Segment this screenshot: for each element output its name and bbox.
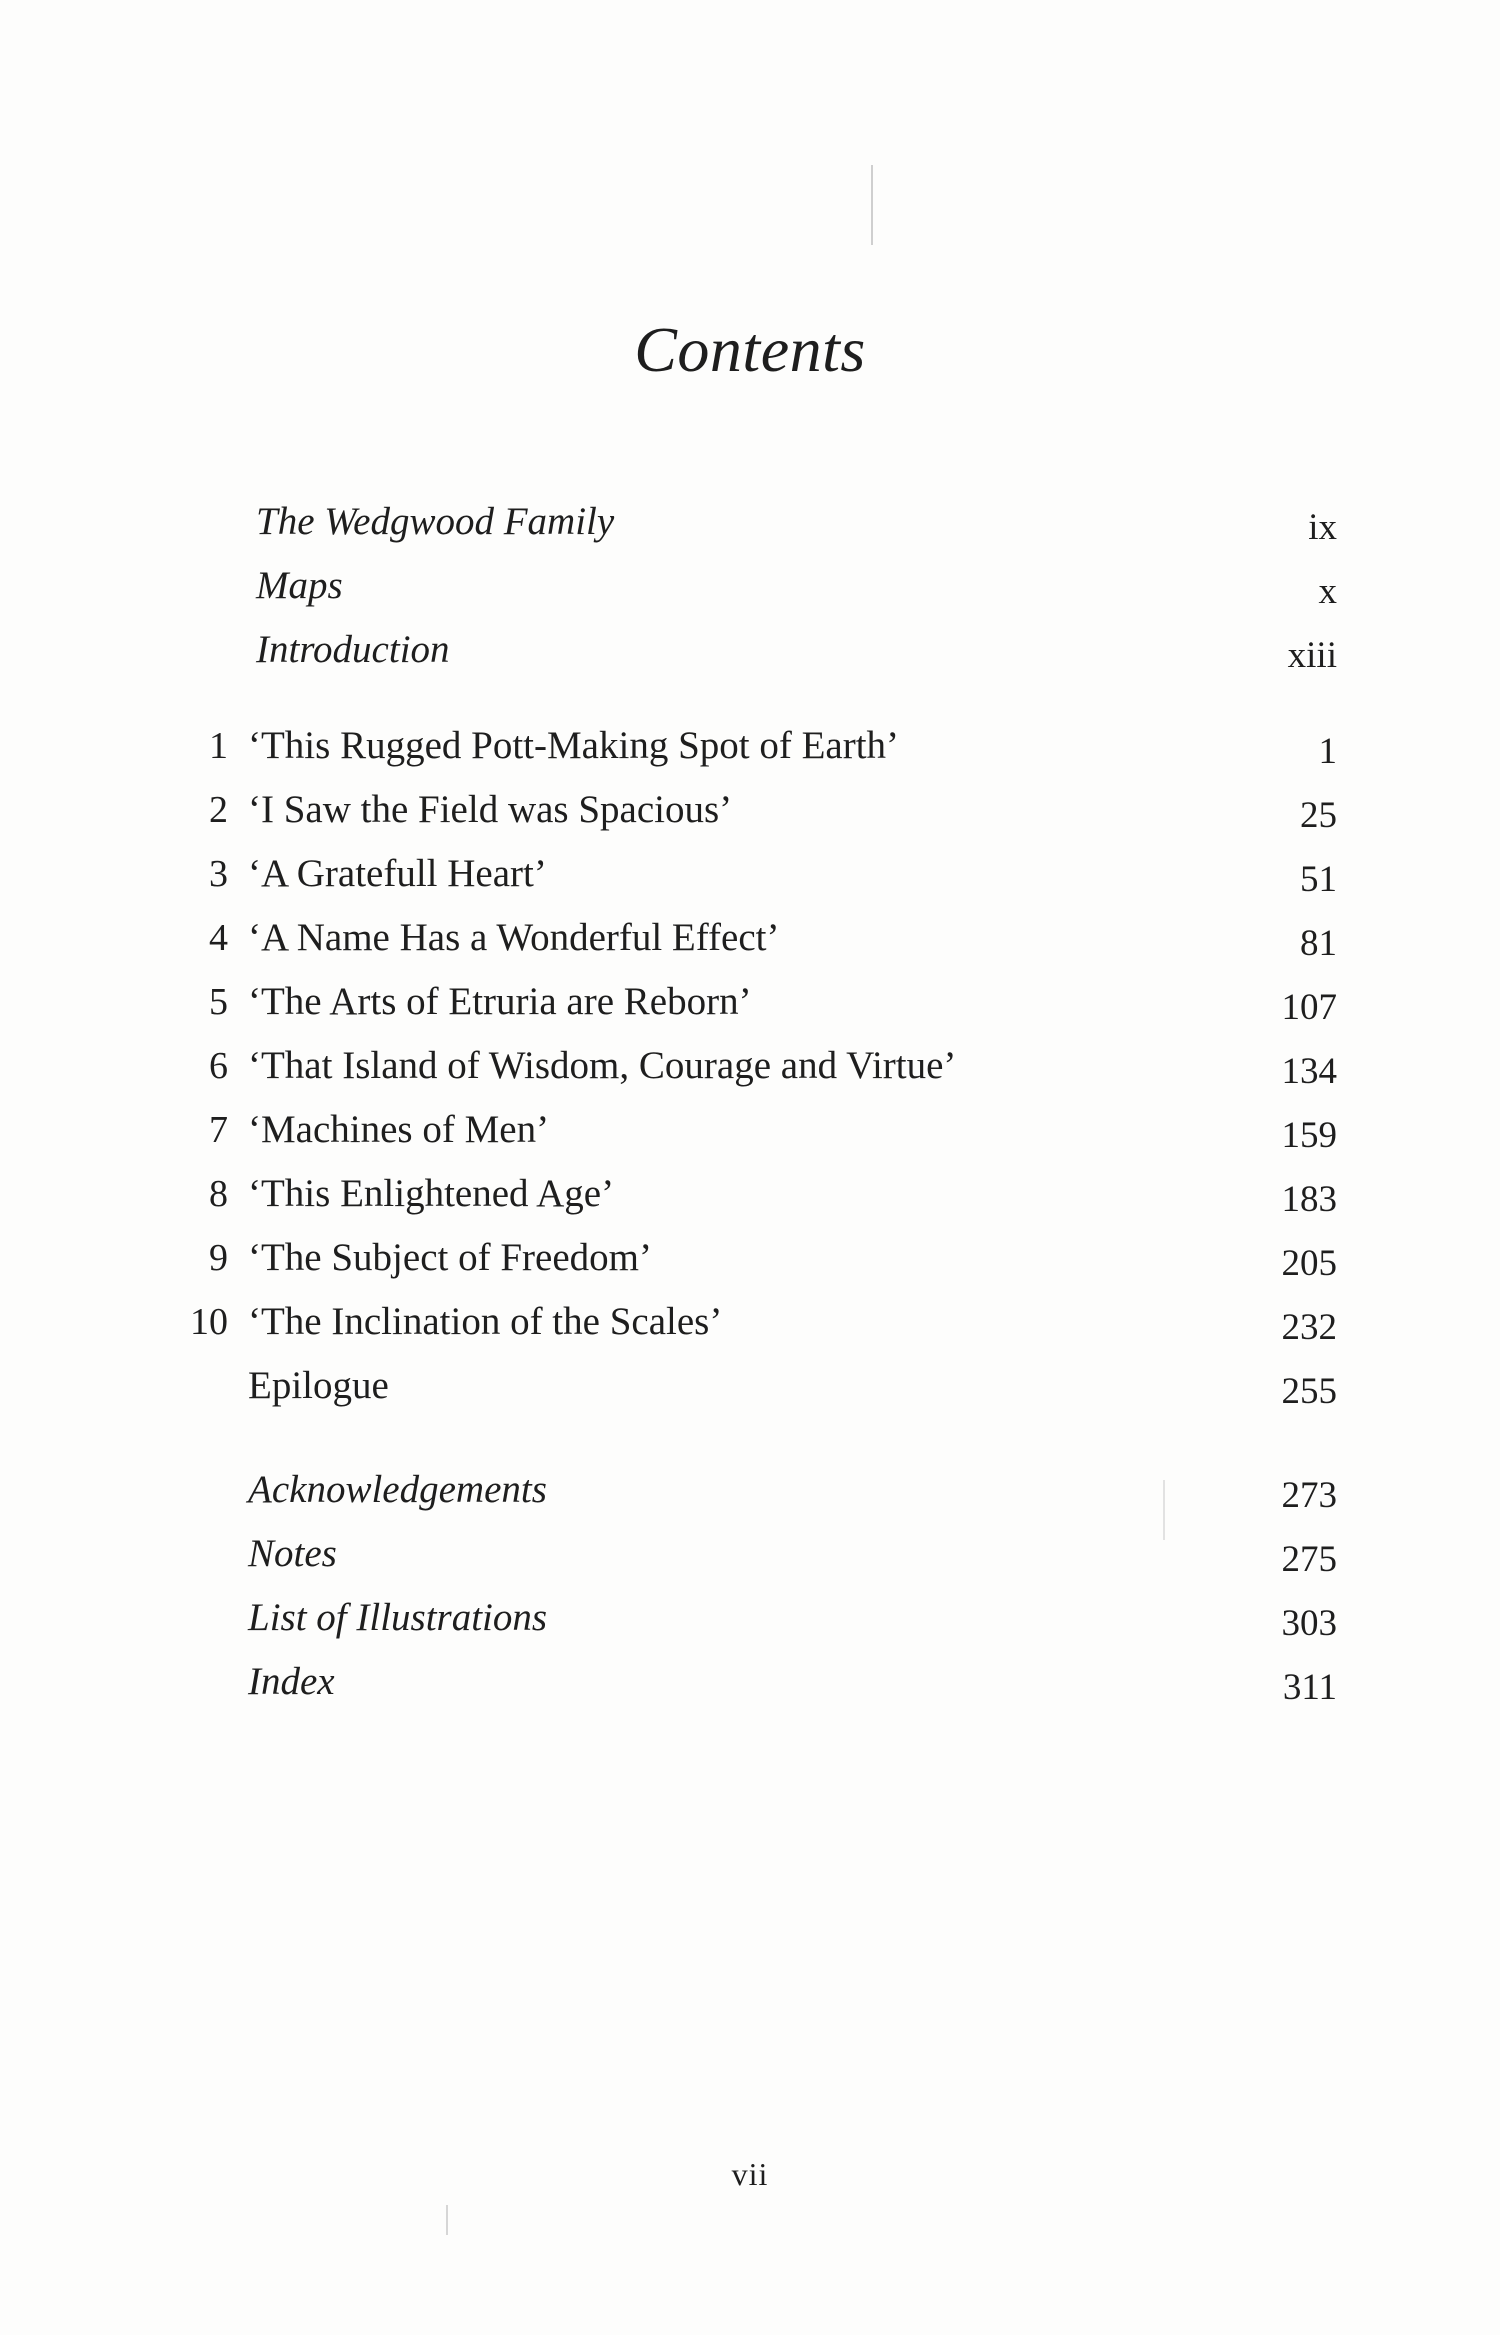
- toc-entry-chapter-10[interactable]: [0, 1292, 1500, 1352]
- chapter-number: 8: [209, 1173, 228, 1215]
- toc-entry-maps[interactable]: [0, 556, 1500, 616]
- toc-page-number: 232: [1281, 1307, 1337, 1348]
- toc-entry-chapter-8[interactable]: [0, 1164, 1500, 1224]
- toc-page-number: 273: [1281, 1475, 1337, 1516]
- toc-entry-index[interactable]: [0, 1652, 1500, 1712]
- toc-entry-label: Maps: [256, 564, 343, 607]
- toc-page-number: 81: [1300, 923, 1337, 964]
- toc-page-number: x: [1318, 571, 1337, 612]
- toc-entry-chapter-3[interactable]: [0, 844, 1500, 904]
- toc-entry-label: ‘This Enlightened Age’: [248, 1172, 615, 1215]
- page-folio: vii: [731, 2156, 769, 2192]
- toc-entry-label: Introduction: [256, 628, 450, 671]
- toc-page-number: 303: [1281, 1603, 1337, 1644]
- toc-page-number: ix: [1308, 507, 1337, 548]
- chapter-number: 4: [209, 917, 228, 959]
- page-title: Contents: [634, 314, 866, 385]
- toc-page-number: 25: [1300, 795, 1337, 836]
- toc-entry-label: ‘I Saw the Field was Spacious’: [248, 788, 733, 831]
- toc-entry-notes[interactable]: [0, 1524, 1500, 1584]
- chapter-number: 1: [209, 725, 228, 767]
- toc-page-number: 159: [1281, 1115, 1337, 1156]
- toc-entry-introduction[interactable]: [0, 620, 1500, 680]
- toc-page-number: xiii: [1287, 635, 1337, 676]
- toc-page-number: 107: [1281, 987, 1337, 1028]
- chapter-number: 5: [209, 981, 228, 1023]
- toc-page-number: 255: [1281, 1371, 1337, 1412]
- toc-entry-label: ‘Machines of Men’: [248, 1108, 550, 1151]
- toc-entry-label: ‘The Inclination of the Scales’: [248, 1300, 723, 1343]
- toc-entry-wedgwood-family[interactable]: [0, 492, 1500, 552]
- toc-entry-label: ‘The Arts of Etruria are Reborn’: [248, 980, 752, 1023]
- chapter-number: 6: [209, 1045, 228, 1087]
- scan-artifact: [871, 165, 873, 245]
- toc-entry-label: ‘This Rugged Pott-Making Spot of Earth’: [248, 724, 900, 767]
- toc-entry-chapter-7[interactable]: [0, 1100, 1500, 1160]
- toc-entry-label: Epilogue: [248, 1364, 389, 1407]
- chapter-number: 10: [190, 1301, 228, 1343]
- chapter-number: 9: [209, 1237, 228, 1279]
- toc-entry-chapter-5[interactable]: [0, 972, 1500, 1032]
- toc-entry-acknowledgements[interactable]: [0, 1460, 1500, 1520]
- toc-page-number: 205: [1281, 1243, 1337, 1284]
- toc-entry-label: ‘A Name Has a Wonderful Effect’: [248, 916, 780, 959]
- toc-entry-epilogue[interactable]: [0, 1356, 1500, 1416]
- toc-entry-label: Index: [248, 1660, 335, 1703]
- toc-entry-label: Notes: [248, 1532, 337, 1575]
- toc-page-number: 1: [1318, 731, 1337, 772]
- toc-page-number: 51: [1300, 859, 1337, 900]
- toc-entry-label: List of Illustrations: [248, 1596, 548, 1639]
- toc-entry-chapter-1[interactable]: [0, 716, 1500, 776]
- toc-entry-chapter-6[interactable]: [0, 1036, 1500, 1096]
- chapter-number: 7: [209, 1109, 228, 1151]
- toc-entry-chapter-9[interactable]: [0, 1228, 1500, 1288]
- toc-entry-chapter-2[interactable]: [0, 780, 1500, 840]
- scan-artifact: [446, 2205, 448, 2235]
- toc-entry-label: The Wedgwood Family: [256, 500, 615, 543]
- toc-entry-label: Acknowledgements: [248, 1468, 547, 1511]
- toc-page-number: 183: [1281, 1179, 1337, 1220]
- toc-entry-chapter-4[interactable]: [0, 908, 1500, 968]
- toc-page-number: 134: [1281, 1051, 1337, 1092]
- chapter-number: 3: [209, 853, 228, 895]
- toc-entry-label: ‘A Gratefull Heart’: [248, 852, 547, 895]
- toc-entry-label: ‘The Subject of Freedom’: [248, 1236, 652, 1279]
- toc-page-number: 275: [1281, 1539, 1337, 1580]
- toc-entry-list-of-illustrations[interactable]: [0, 1588, 1500, 1648]
- chapter-number: 2: [209, 789, 228, 831]
- toc-page-number: 311: [1282, 1667, 1337, 1708]
- toc-entry-label: ‘That Island of Wisdom, Courage and Virtue’: [248, 1044, 957, 1087]
